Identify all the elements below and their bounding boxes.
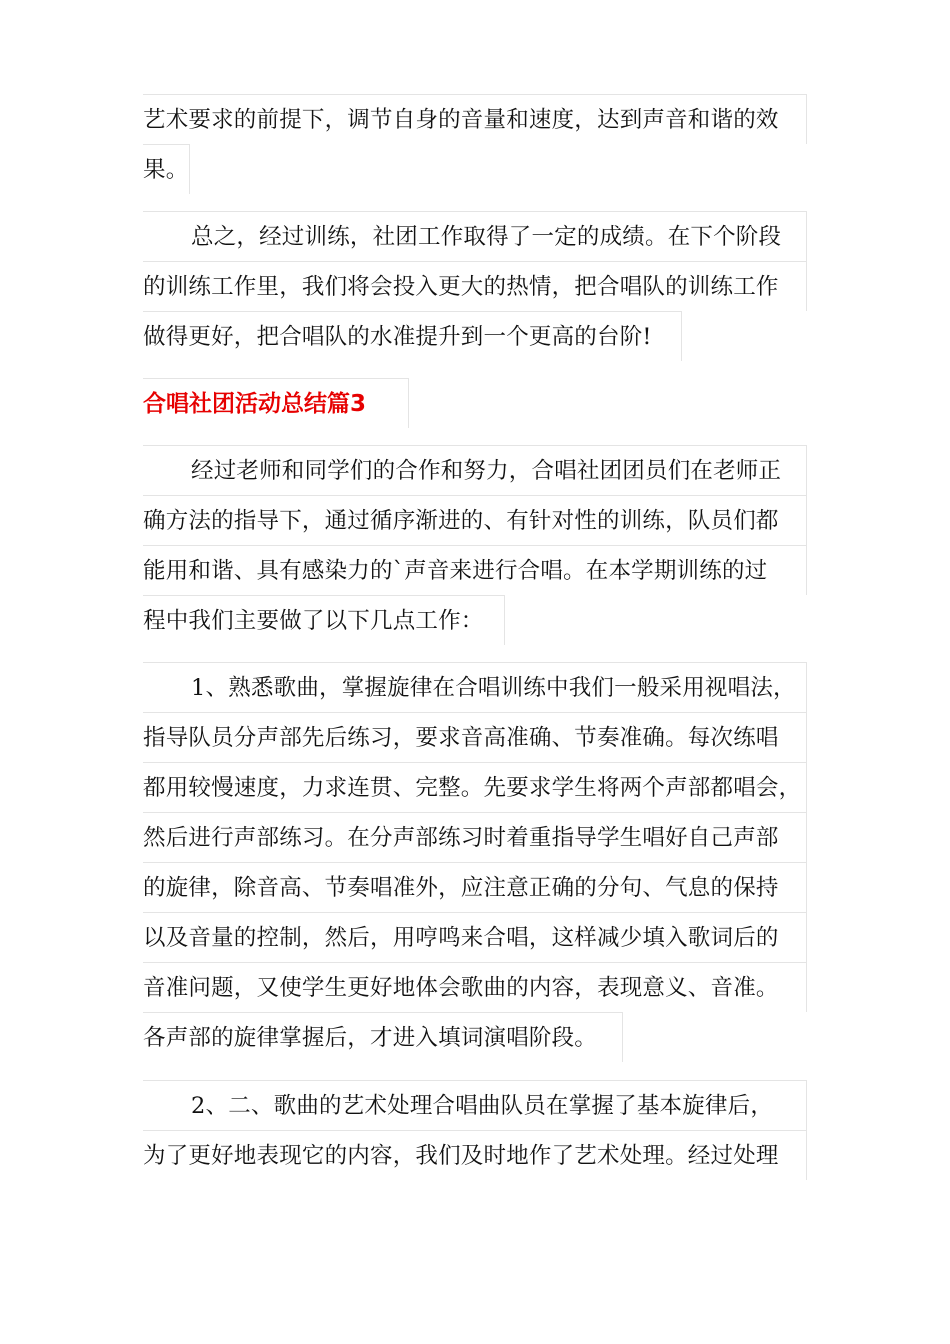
- paragraph-line: 程中我们主要做了以下几点工作：: [143, 595, 505, 645]
- paragraph-line: 确方法的指导下，通过循序渐进的、有针对性的训练，队员们都: [143, 495, 807, 545]
- paragraph-line: 音准问题，又使学生更好地体会歌曲的内容，表现意义、音准。: [143, 962, 807, 1012]
- paragraph-line: 总之，经过训练，社团工作取得了一定的成绩。在下个阶段: [143, 211, 807, 261]
- paragraph-line: 各声部的旋律掌握后，才进入填词演唱阶段。: [143, 1012, 623, 1062]
- paragraph-line: 为了更好地表现它的内容，我们及时地作了艺术处理。经过处理: [143, 1130, 807, 1180]
- section-heading: 合唱社团活动总结篇3: [143, 378, 409, 428]
- paragraph-line: 做得更好，把合唱队的水准提升到一个更高的台阶!: [143, 311, 682, 361]
- paragraph-line: 指导队员分声部先后练习，要求音高准确、节奏准确。每次练唱: [143, 712, 807, 762]
- paragraph-line: 以及音量的控制，然后，用哼鸣来合唱，这样减少填入歌词后的: [143, 912, 807, 962]
- paragraph-line: 艺术要求的前提下，调节自身的音量和速度，达到声音和谐的效: [143, 94, 807, 144]
- paragraph-line: 经过老师和同学们的合作和努力，合唱社团团员们在老师正: [143, 445, 807, 495]
- paragraph-line: 2、二、歌曲的艺术处理合唱曲队员在掌握了基本旋律后，: [143, 1080, 807, 1130]
- paragraph-line: 的旋律，除音高、节奏唱准外，应注意正确的分句、气息的保持: [143, 862, 807, 912]
- paragraph-line: 的训练工作里，我们将会投入更大的热情，把合唱队的训练工作: [143, 261, 807, 311]
- paragraph-line: 然后进行声部练习。在分声部练习时着重指导学生唱好自己声部: [143, 812, 807, 862]
- paragraph-line: 果。: [143, 144, 190, 194]
- paragraph-line: 都用较慢速度，力求连贯、完整。先要求学生将两个声部都唱会，: [143, 762, 807, 812]
- paragraph-line: 能用和谐、具有感染力的`声音来进行合唱。在本学期训练的过: [143, 545, 807, 595]
- paragraph-line: 1、熟悉歌曲，掌握旋律在合唱训练中我们一般采用视唱法，: [143, 662, 807, 712]
